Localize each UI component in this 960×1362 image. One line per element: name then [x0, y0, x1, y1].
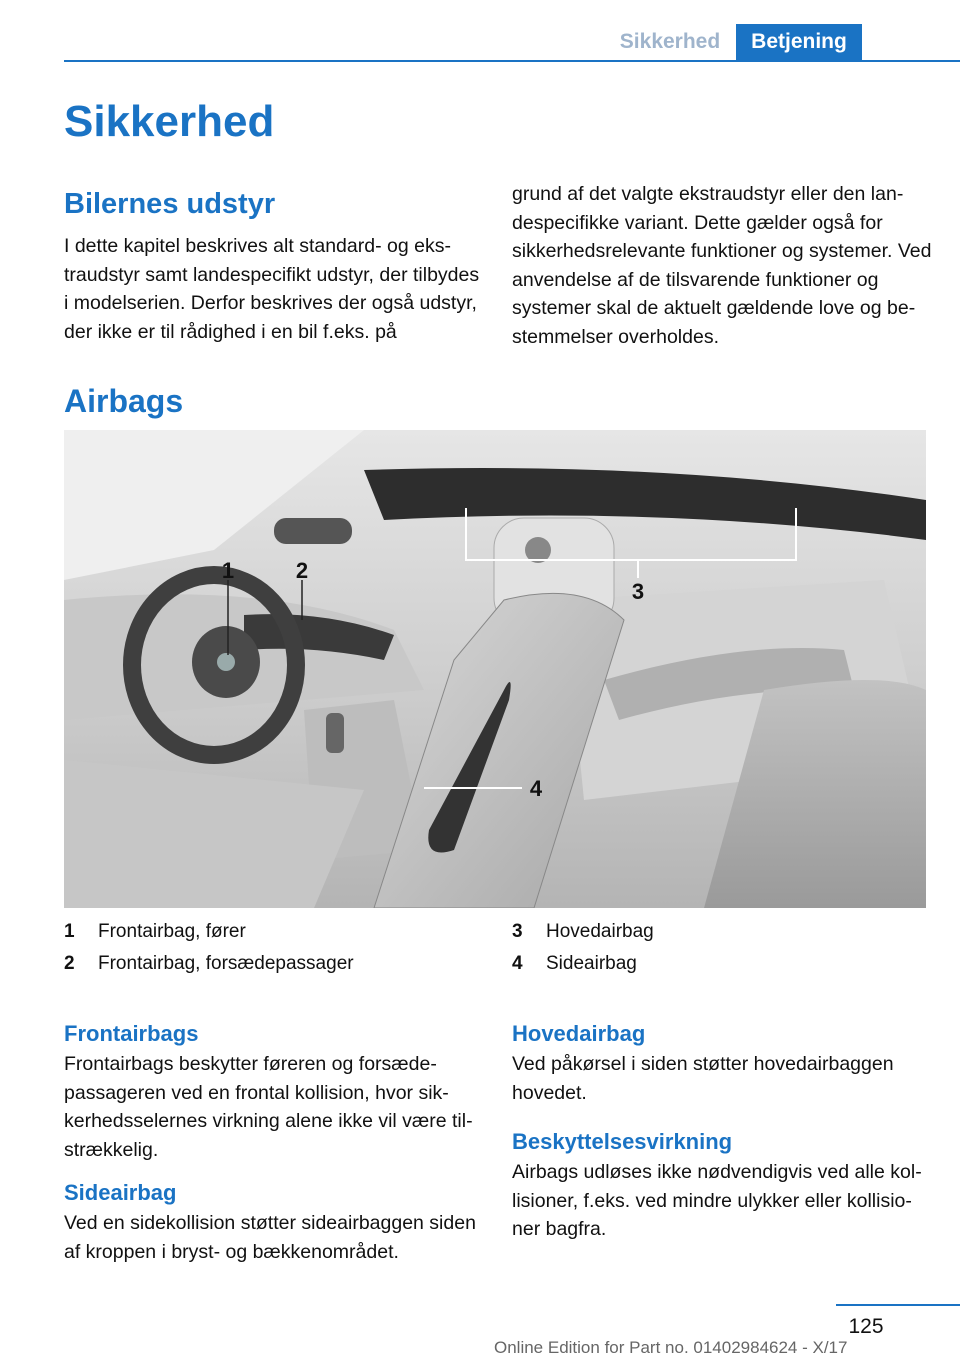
tab-betjening[interactable]: Betjening	[736, 24, 862, 60]
heading-hovedairbag: Hovedairbag	[512, 1021, 646, 1046]
paragraph-beskyttelsesvirkning: Airbags udløses ikke nødvendigvis ved alle kollisioner, f.eks. ved mindre ulykker eller kollisioner bagfra.	[512, 1161, 922, 1240]
legend-label: Hovedairbag	[546, 921, 654, 942]
footer-divider	[836, 1304, 960, 1306]
legend-number: 3	[512, 921, 523, 942]
callout-4: 4	[529, 776, 543, 801]
legend-item	[512, 950, 932, 978]
car-interior-image	[64, 430, 926, 908]
heading-airbags: Airbags	[64, 383, 184, 419]
legend-label: Frontairbag, fører	[98, 921, 246, 942]
heading-sideairbag: Sideairbag	[64, 1180, 177, 1205]
legend-number: 2	[64, 953, 75, 974]
legend-label: Frontairbag, forsædepassager	[98, 953, 354, 974]
paragraph-frontairbags: Frontairbags beskytter føreren og forsædepassageren ved en frontal kollision, hvor sikkerhedsselernes virkning alene ikke vil være tilstrækkelig.	[64, 1053, 473, 1161]
heading-frontairbags: Frontairbags	[64, 1021, 199, 1046]
callout-3: 3	[631, 579, 645, 604]
callout-1: 1	[221, 558, 235, 583]
tab-sikkerhed[interactable]: Sikkerhed	[604, 24, 736, 60]
legend-label: Sideairbag	[546, 953, 637, 974]
page-number: 125	[848, 1315, 884, 1338]
page-title: Sikkerhed	[64, 97, 275, 146]
heading-beskyttelsesvirkning: Beskyttelsesvirkning	[512, 1129, 733, 1154]
header-divider	[64, 60, 960, 62]
airbag-illustration	[64, 430, 926, 908]
paragraph-sideairbag: Ved en sidekollision støtter sideairbaggen siden af kroppen i bryst- og bækkenområdet.	[64, 1212, 476, 1263]
legend-number: 1	[64, 921, 75, 942]
legend-item	[64, 918, 484, 946]
paragraph-udstyr-col2: grund af det valgte ekstraudstyr eller den landespecifikke variant. Dette gælder også for sikkerhedsrelevante funktioner og systemer. Ved anvendelse af de tilsvarende funktioner og systemer skal de aktuelt gældende love og bestemmelser overholdes.	[512, 183, 932, 348]
heading-bilernes-udstyr: Bilernes udstyr	[64, 188, 276, 220]
callout-2: 2	[295, 558, 309, 583]
footer-edition: Online Edition for Part no. 01402984624 - X/17	[494, 1338, 848, 1357]
legend-number: 4	[512, 953, 523, 974]
paragraph-udstyr-col1: I dette kapitel beskrives alt standard- og ekstraudstyr samt landespecifikt udstyr, der tilbydes i modelserien. Derfor beskrives der også udstyr, der ikke er til rådighed i en bil f.eks. på	[64, 235, 480, 343]
legend-item	[64, 950, 484, 978]
paragraph-hovedairbag: Ved påkørsel i siden støtter hovedairbaggen hovedet.	[512, 1053, 894, 1104]
legend-item	[512, 918, 932, 946]
